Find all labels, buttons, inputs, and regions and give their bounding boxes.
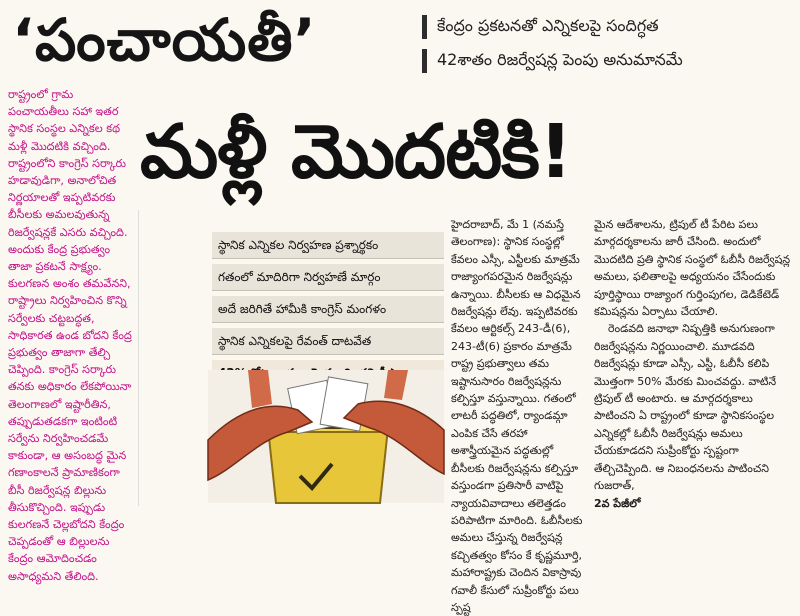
article-paragraph: మైన ఆదేశాలను, ట్రిపుల్ టీ పేరిట పలు మార్గదర్శకాలను జారీ చేసింది. అందులో మొదటిది ప్రతి స్థానిక సంస్థలో ఓబీసీ రిజర్వేషన్ల అమలు, ఫలితాలపై అధ్యయనం చేసేందుకు పూర్తిస్థాయి రాజ్యాంగ గుర్తింపుగల, డెడికేటెడ్ కమిషన్లను ఏర్పాటు చేయాలి. (594, 218, 791, 319)
column-divider (138, 210, 139, 506)
ballot-box-illustration (208, 370, 444, 503)
sub-headlines (422, 10, 792, 78)
sub-headline-1 (422, 10, 792, 44)
sub-headline-text: 42శాతం రిజర్వేషన్ల పెంపు అనుమానమే (437, 49, 683, 69)
sub-headline-text: కేంద్రం ప్రకటనతో ఎన్నికలపై సందిగ్ధత (437, 15, 659, 35)
main-headline: మళ్లీ మొదటికి! (140, 109, 572, 195)
left-column-paragraph: రాష్ట్రంలో గ్రామ పంచాయతీలు సహా ఇతర స్థానిక సంస్థల ఎన్నికల కథ మళ్లీ మొదటికి వచ్చింది. రాష్ట్రంలోని కాంగ్రెస్ సర్కారు హడావుడిగా, అనాలోచిత నిర్ణయాలతో ఇప్పటివరకు బీసీలకు అమలవుతున్న రిజర్వేషన్లకే ఎసరు వచ్చింది. అందుకు కేంద్ర ప్రభుత్వం తాజా ప్రకటనే సాక్ష్యం. కులగణన అంశం తమవేనని, రాష్ట్రాలు నిర్వహించిన కొన్ని సర్వేలకు చట్టబద్ధత, సాధికారత ఉండ బోదని కేంద్ర ప్రభుత్వం తాజాగా తేల్చి చెప్పింది. కాంగ్రెస్ సర్కారు తనకు అధికారం లేకపోయినా తెలంగాణలో ఇష్టారీతిన, తప్పుడుతడకగా ఇంటింటి సర్వేను నిర్వహించడమే కాకుండా, ఆ అసంబద్ధ మైన గణాంకాలనే ప్రామాణికంగా బీసీ రిజర్వేషన్ల బిల్లును తీసుకొచ్చింది. ఇప్పుడు కులగణనే చెల్లబోదని కేంద్రం చెప్పడంతో ఆ బిల్లులను కేంద్రం ఆమోదించడం అసాధ్యమని తేలింది. (8, 88, 132, 583)
continuation-note: 2వ పేజీలో (594, 496, 641, 510)
sub-headline-bar (422, 15, 427, 39)
pointer-item: స్థానిక ఎన్నికలపై రేవంత్ దాటవేత (212, 328, 444, 355)
article-paragraph: రెండవది జనాభా నిష్పత్తికి అనుగుణంగా రిజర్వేషన్లను నిర్ణయించాలి. మూడవది రిజర్వేషన్లు కూడా ఎస్సీ, ఎస్టీ, ఓబీసీ కలిపి మొత్తంగా 50% మేరకు మించవద్దు. వాటినే ట్రిపుల్ టీ అంటారు. ఆ మార్గదర్శకాలు పాటించని ఏ రాష్ట్రంలో కూడా స్థానికసంస్థల ఎన్నికల్లో ఓబీసీ రిజర్వేషన్లు అమలు చేయకూడదని సుప్రీంకోర్టు స్పష్టంగా తేల్చిచెప్పింది. ఆ నిబంధనలను పాటించని గుజరాత్, (594, 322, 777, 493)
left-column (8, 86, 133, 583)
headline-kicker: ‘పంచాయతీ’ (12, 6, 317, 74)
article-paragraph: హైదరాబాద్, మే 1 (నమస్తే తెలంగాణ): స్థానిక సంస్థల్లో కేవలం ఎస్సీ, ఎస్టీలకు మాత్రమే రాజ్యాంగపరమైన రిజర్వేషన్లు ఉన్నాయి. బీసీలకు ఆ విధమైన రిజర్వేషన్లు లేవు. ఇప్పటివరకు కేవలం ఆర్టికల్స్ 243-డీ(6), 243-టీ(6) ప్రకారం మాత్రమే రాష్ట్ర ప్రభుత్వాలు తమ ఇష్టానుసారం రిజర్వేషన్లను కల్పిస్తూ వస్తున్నాయి. గతంలో లాటరీ పద్ధతిలో, ర్యాండమ్గా ఎంపిక చేసే తరహా అశాస్త్రీయమైన పద్ధతుల్లో బీసీలకు రిజర్వేషన్లను కల్పిస్తూ వస్తుండగా ప్రతిసారీ వాటిపై న్యాయవివాదాలు తలెత్తడం పరిపాటిగా మారింది. ఓబీసీలకు అమలు చేస్తున్న రిజర్వేషన్ల కచ్చితత్వం కోసం కే కృష్ణమూర్తి, మహారాష్ట్రకు చెందిన వికాస్రావు గవాలీ కేసులో సుప్రీంకోర్టు పలు స్పష్ట (451, 218, 583, 614)
sub-headline-bar (422, 49, 427, 73)
pointer-item: అదే జరిగితే హామీకి కాంగ్రెస్ మంగళం (212, 296, 444, 323)
pointers-box (212, 232, 444, 392)
pointer-item: గతంలో మాదిరిగా నిర్వహణే మార్గం (212, 264, 444, 291)
pointer-item: స్థానిక ఎన్నికల నిర్వహణ ప్రశ్నార్థకం (212, 232, 444, 259)
sub-headline-2 (422, 44, 792, 78)
article-column-middle (451, 216, 586, 614)
article-column-right (594, 216, 794, 510)
